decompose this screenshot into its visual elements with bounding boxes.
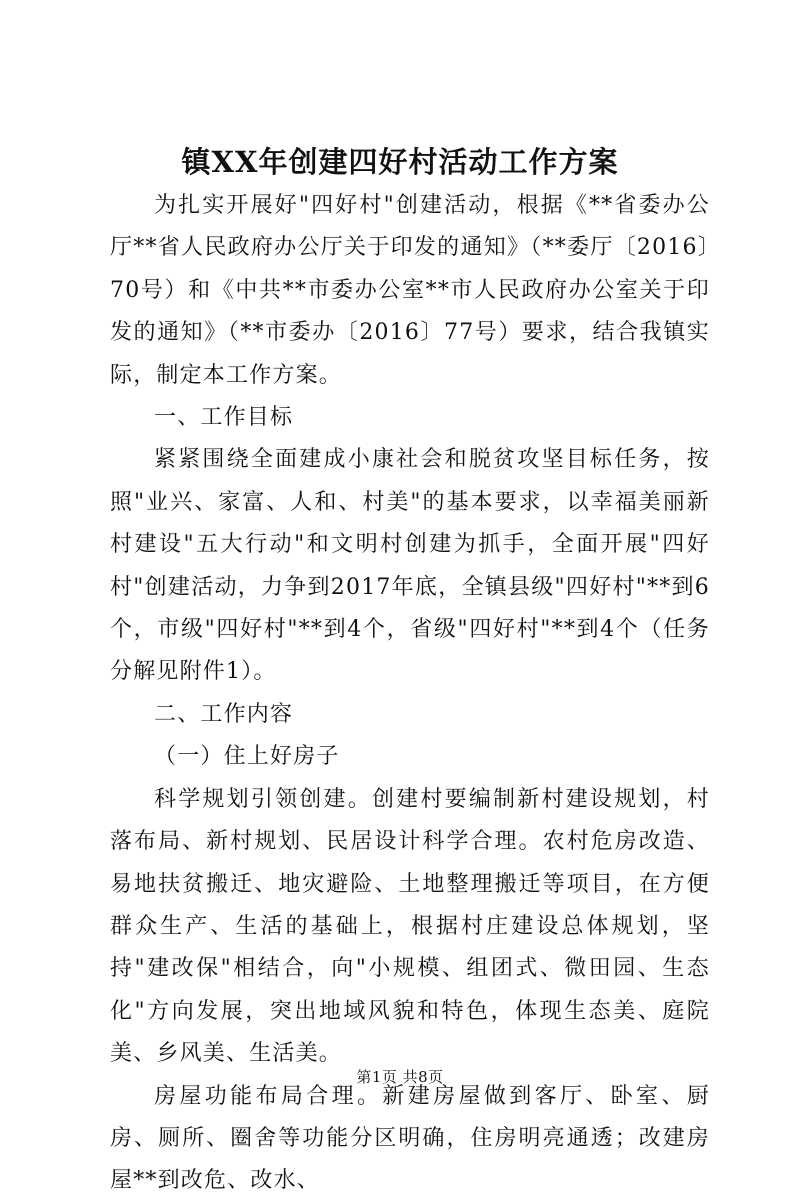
planning-paragraph: 科学规划引领创建。创建村要编制新村建设规划，村落布局、新村规划、民居设计科学合理。农村危房改造、易地扶贫搬迁、地灾避险、土地整理搬迁等项目，在方便群众生产、生活的基础上，根据村庄建设总体规划，坚持"建改保"相结合，向"小规模、组团式、微田园、生态化"方向发展，突出地域风貌和特色，体现生态美、庭院美、乡风美、生活美。 [110,786,710,1067]
housing-layout-paragraph: 房屋功能布局合理。新建房屋做到客厅、卧室、厨房、厕所、圈舍等功能分区明确，住房明亮通透；改建房屋**到改危、改水、 [110,1083,710,1194]
page-footer: 第1页 共8页 [356,1068,444,1086]
document-body [110,185,710,1203]
goals-paragraph: 紧紧围绕全面建成小康社会和脱贫攻坚目标任务，按照"业兴、家富、人和、村美"的基本要求，以幸福美丽新村建设"五大行动"和文明村创建为抓手，全面开展"四好村"创建活动，力争到2017年底，全镇县级"四好村"**到6个，市级"四好村"**到4个，省级"四好村"**到4个（任务分解见附件1）。 [110,447,710,685]
document-title: 镇XX年创建四好村活动工作方案 [181,145,619,179]
intro-paragraph: 为扎实开展好"四好村"创建活动，根据《**省委办公厅**省人民政府办公厅关于印发的通知》（**委厅〔2016〕70号）和《中共**市委办公室**市人民政府办公室关于印发的通知》（**市委办〔2016〕77号）要求，结合我镇实际，制定本工作方案。 [110,193,710,388]
section-heading-content: 二、工作内容 [154,701,294,727]
section-heading-goals: 一、工作目标 [154,405,294,431]
subsection-heading-housing: （一）住上好房子 [154,744,340,770]
